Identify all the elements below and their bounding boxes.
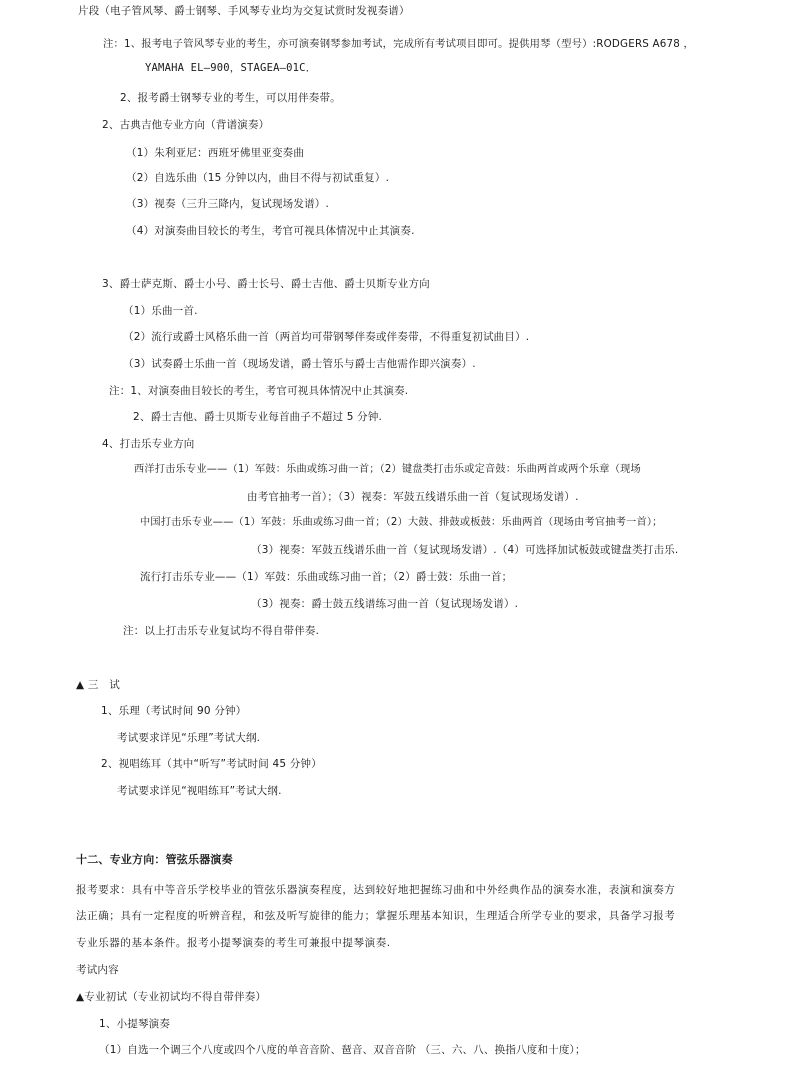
text-line: 报考要求：具有中等音乐学校毕业的管弦乐器演奏程度，达到较好地把握练习曲和中外经典作品的演奏水准，表演和演奏方: [76, 884, 676, 896]
text-line: （1）乐曲一首.: [123, 305, 198, 317]
text-line: （4）对演奏曲目较长的考生，考官可视具体情况中止其演奏.: [126, 225, 415, 237]
text-line: 考试内容: [76, 964, 119, 976]
text-line: 专业乐器的基本条件。报考小提琴演奏的考生可兼报中提琴演奏.: [76, 937, 391, 949]
text-line: 1、小提琴演奏: [99, 1018, 171, 1030]
text-line: 法正确；具有一定程度的听辨音程，和弦及听写旋律的能力；掌握乐理基本知识，生理适合所学专业的要求，具备学习报考: [76, 910, 676, 922]
text-line: 由考官抽考一首）；（3）视奏：军鼓五线谱乐曲一首（复试现场发谱）.: [247, 491, 579, 503]
text-line: 注：以上打击乐专业复试均不得自带伴奏.: [123, 625, 320, 637]
text-line: （2）流行或爵士风格乐曲一首（两首均可带钢琴伴奏或伴奏带，不得重复初试曲目）.: [123, 331, 530, 343]
text-line: 注：1、对演奏曲目较长的考生，考官可视具体情况中止其演奏.: [109, 385, 409, 397]
text-line: 1、乐理（考试时间 90 分钟）: [101, 705, 247, 717]
section-heading: ▲ 三 试: [76, 679, 120, 691]
text-line: 2、爵士吉他、爵士贝斯专业每首曲子不超过 5 分钟.: [133, 411, 383, 423]
text-line: （3）试奏爵士乐曲一首（现场发谱，爵士管乐与爵士吉他需作即兴演奏）.: [123, 358, 476, 370]
text-line: （1）朱利亚尼：西班牙佛里亚变奏曲: [126, 147, 305, 159]
text-line: 4、打击乐专业方向: [102, 438, 195, 450]
text-line: 流行打击乐专业——（1）军鼓：乐曲或练习曲一首；（2）爵士鼓：乐曲一首；: [140, 571, 513, 583]
text-line: 3、爵士萨克斯、爵士小号、爵士长号、爵士吉他、爵士贝斯专业方向: [102, 278, 430, 290]
section-heading: ▲专业初试（专业初试均不得自带伴奏）: [76, 991, 267, 1003]
text-line: （3）视奏：军鼓五线谱乐曲一首（复试现场发谱）.（4）可选择加试板鼓或键盘类打击乐.: [251, 544, 679, 556]
text-line: （2）自选乐曲（15 分钟以内，曲目不得与初试重复）.: [126, 172, 390, 184]
text-line: 考试要求详见“乐理”考试大纲.: [117, 732, 261, 744]
text-line: 考试要求详见“视唱练耳”考试大纲.: [117, 785, 282, 797]
text-line: （1）自选一个调三个八度或四个八度的单音音阶、琶音、双音音阶 （三、六、八、换指八度和十度）；: [99, 1044, 586, 1056]
text-line: 西洋打击乐专业——（1）军鼓：乐曲或练习曲一首；（2）键盘类打击乐或定音鼓：乐曲两首或两个乐章（现场: [134, 464, 641, 475]
text-line: YAMAHA EL—900，STAGEA—01C．: [145, 62, 317, 74]
text-line: 注：1、报考电子管风琴专业的考生，亦可演奏钢琴参加考试，完成所有考试项目即可。提供用琴（型号）:RODGERS A678 ，: [103, 38, 694, 50]
text-line: （3）视奏（三升三降内，复试现场发谱）.: [126, 198, 330, 210]
text-line: 2、报考爵士钢琴专业的考生，可以用伴奏带。: [120, 92, 341, 104]
text-line: 片段（电子管风琴、爵士钢琴、手风琴专业均为交复试赏时发视奏谱）: [78, 5, 410, 17]
section-heading: 十二、专业方向：管弦乐器演奏: [76, 853, 233, 866]
text-line: （3）视奏：爵士鼓五线谱练习曲一首（复试现场发谱）.: [251, 598, 519, 610]
text-line: 2、古典吉他专业方向（背谱演奏）: [102, 119, 270, 131]
text-line: 中国打击乐专业——（1）军鼓：乐曲或练习曲一首；（2）大鼓、排鼓或板鼓：乐曲两首（现场由考官抽考一首）；: [140, 517, 663, 528]
text-line: 2、视唱练耳（其中“听写”考试时间 45 分钟）: [101, 758, 322, 770]
